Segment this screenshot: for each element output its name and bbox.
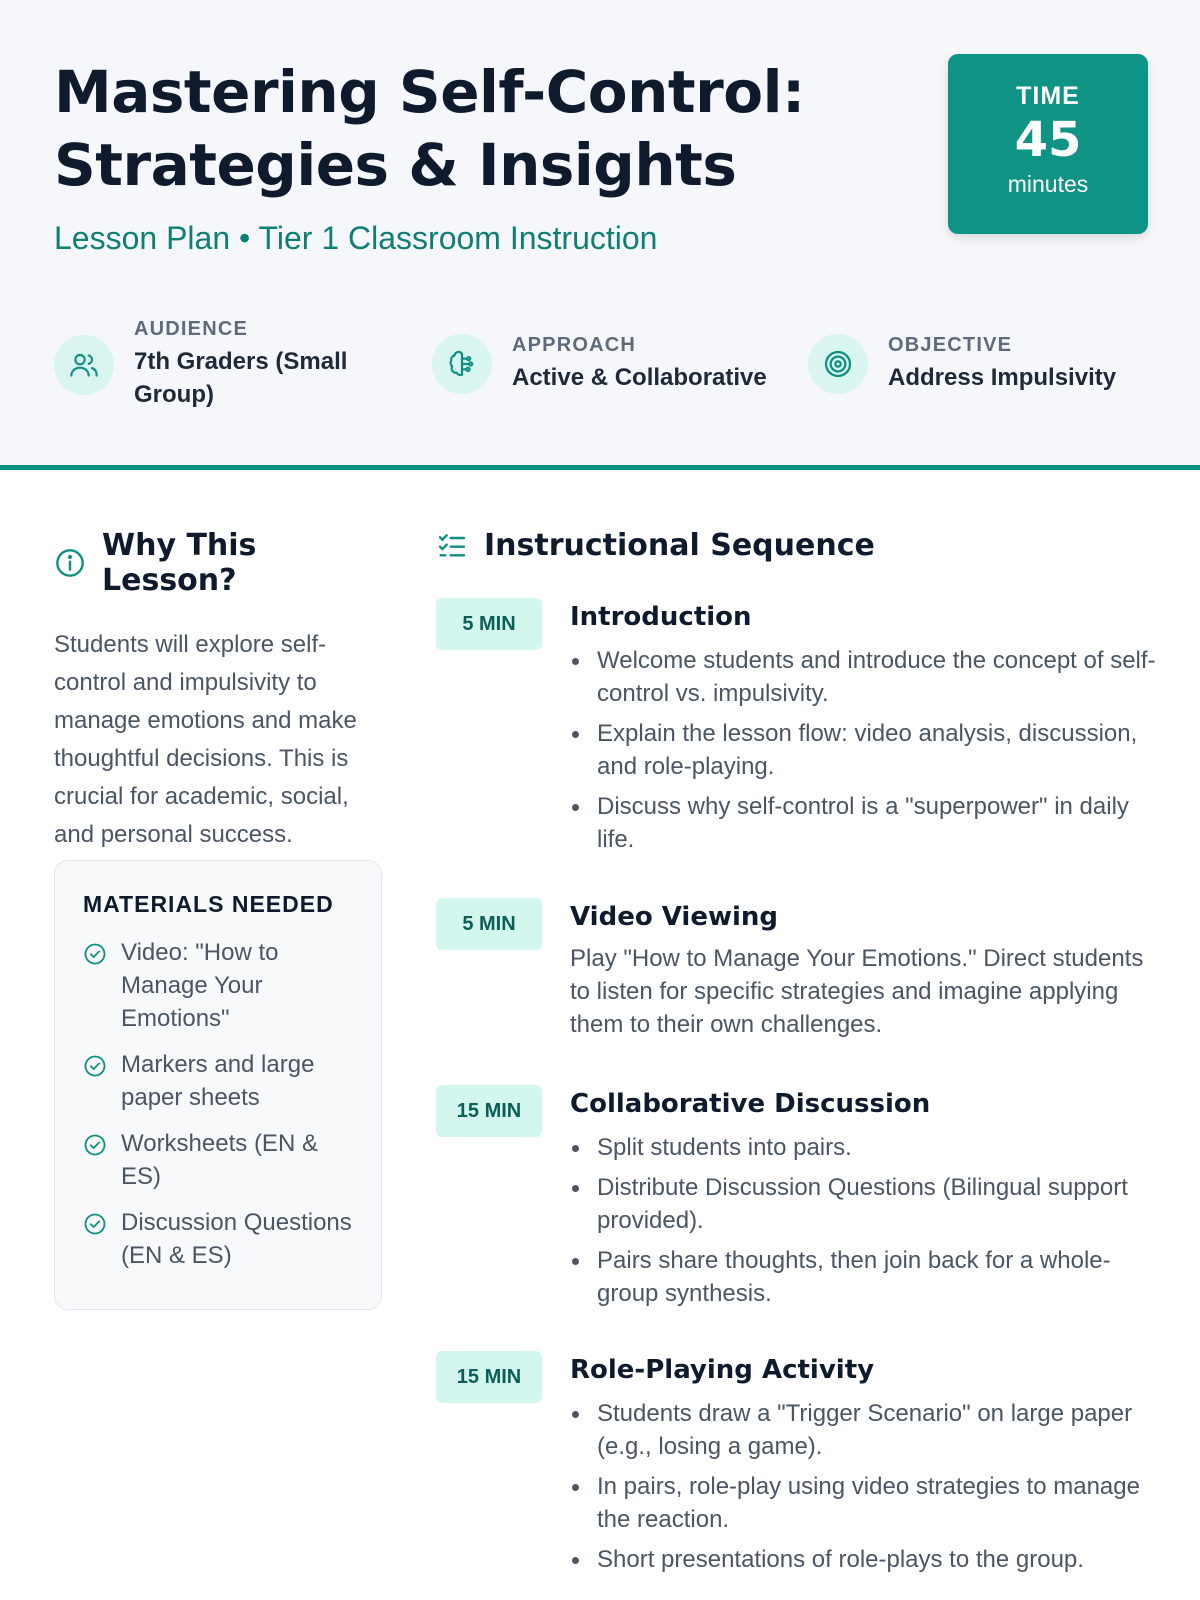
time-label: TIME [1016,82,1080,110]
meta-label: AUDIENCE [134,318,249,340]
meta-label: APPROACH [512,334,637,356]
step-bullets [570,1397,1160,1576]
material-item [83,1048,361,1114]
duration-badge: 5 MIN [436,598,542,650]
time-badge [948,54,1148,234]
why-title: Why This Lesson? [102,528,257,598]
why-section [54,528,384,854]
materials-list [83,936,361,1272]
check-circle-icon [83,1054,107,1078]
meta-objective [808,334,1148,394]
bullet-item: Explain the lesson flow: video analysis, discussion, and role-playing. [570,717,1160,783]
step-title: Video Viewing [570,902,778,932]
step-bullets [570,1131,1160,1310]
meta-label: OBJECTIVE [888,334,1013,356]
step-title: Role-Playing Activity [570,1355,875,1385]
meta-value: Address Impulsivity [888,364,1117,391]
bullet-item: Short presentations of role-plays to the group. [570,1543,1160,1576]
step-description: Play "How to Manage Your Emotions." Direct students to listen for specific strategies and imagine applying them to their own challenges. [570,945,1144,1038]
material-item [83,1206,361,1272]
checklist-icon [436,530,468,562]
sequence-title: Instructional Sequence [484,528,875,563]
sequence-heading [436,528,1156,563]
duration-badge: 15 MIN [436,1351,542,1403]
page-title [54,56,874,202]
materials-card [54,860,382,1310]
check-circle-icon [83,942,107,966]
brain-icon [432,334,492,394]
bullet-item: Welcome students and introduce the concept of self-control vs. impulsivity. [570,644,1160,710]
material-text: Discussion Questions (EN & ES) [121,1209,352,1269]
title-line-2: Strategies & Insights [54,131,737,199]
bullet-item: Distribute Discussion Questions (Bilingual support provided). [570,1171,1160,1237]
page-subtitle: Lesson Plan • Tier 1 Classroom Instruction [54,220,658,256]
step-title: Collaborative Discussion [570,1089,931,1119]
meta-value: Active & Collaborative [512,364,767,391]
bullet-item: Pairs share thoughts, then join back for a whole-group synthesis. [570,1244,1160,1310]
duration-badge: 5 MIN [436,898,542,950]
duration-badge: 15 MIN [436,1085,542,1137]
time-value: 45 [1014,112,1082,168]
material-text: Markers and large paper sheets [121,1051,315,1111]
sequence-section [436,528,1156,1573]
title-line-1: Mastering Self-Control: [54,58,805,126]
time-unit: minutes [1007,171,1089,197]
check-circle-icon [83,1133,107,1157]
bullet-item: Split students into pairs. [570,1131,1160,1164]
why-text: Students will explore self-control and impulsivity to manage emotions and make thoughtful decisions. This is crucial for academic, social, and personal success. [54,631,357,848]
step-title: Introduction [570,602,752,632]
why-heading [54,528,384,598]
target-icon [808,334,868,394]
lesson-header [0,0,1200,470]
meta-audience [54,318,364,411]
materials-title: MATERIALS NEEDED [83,891,334,917]
meta-value: 7th Graders (Small Group) [134,348,348,408]
material-item [83,1127,361,1193]
meta-approach [432,334,782,394]
step-bullets [570,644,1160,856]
bullet-item: In pairs, role-play using video strategies to manage the reaction. [570,1470,1160,1536]
bullet-item: Students draw a "Trigger Scenario" on large paper (e.g., losing a game). [570,1397,1160,1463]
bullet-item: Discuss why self-control is a "superpower" in daily life. [570,790,1160,856]
info-icon [54,547,86,579]
material-text: Worksheets (EN & ES) [121,1130,318,1190]
users-icon [54,335,114,395]
material-item [83,936,361,1035]
check-circle-icon [83,1212,107,1236]
material-text: Video: "How to Manage Your Emotions" [121,939,279,1032]
